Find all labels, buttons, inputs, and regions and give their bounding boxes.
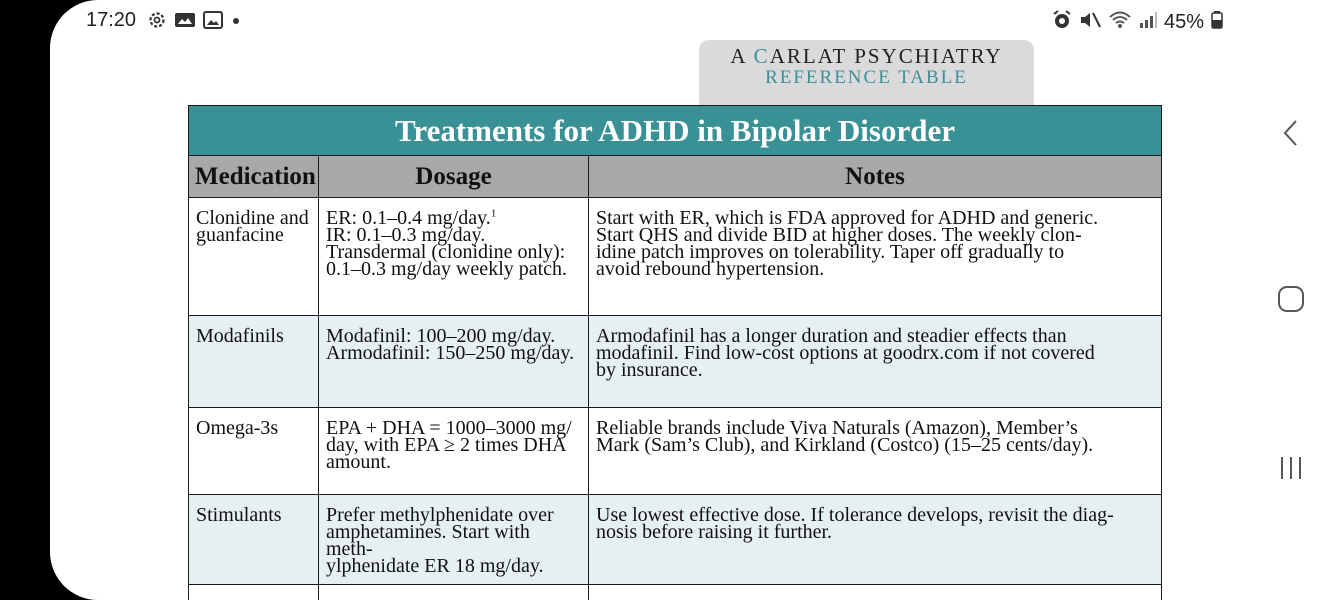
column-header-medication: Medication — [189, 156, 319, 198]
status-icons-right — [1052, 10, 1223, 35]
header-accent-letter: C — [753, 44, 770, 68]
medication-cell — [189, 585, 319, 600]
notes-cell: Reliable brands include Viva Naturals (Amazon), Member’s Mark (Sam’s Club), and Kirkland (Costco) (15–25 cents/day). — [589, 408, 1162, 495]
dosage-text-rest: IR: 0.1–0.3 mg/day. Transdermal (clonidine only): 0.1–0.3 mg/day weekly patch. — [326, 224, 568, 280]
notes-cell: Start with ER, which is FDA approved for ADHD and generic. Start QHS and divide BID at higher doses. The weekly clon- idine patch improves on tolerability. Taper off gradually to avoid rebound hypertension. — [589, 198, 1162, 316]
header-brand: ARLAT PSYCHIATRY — [769, 44, 1003, 68]
header-prefix: A — [730, 44, 754, 68]
status-time: 17:20 — [86, 9, 137, 31]
table-row — [189, 316, 1162, 408]
reference-header — [699, 40, 1034, 106]
alarm-icon — [1052, 10, 1072, 35]
recents-button[interactable] — [1269, 448, 1313, 492]
header-line1 — [699, 44, 1034, 69]
reference-table — [188, 105, 1162, 600]
home-icon — [1277, 285, 1305, 318]
table-row — [189, 585, 1162, 600]
dosage-cell: Modafinil: 100–200 mg/day. Armodafinil: 150–250 mg/day. — [319, 316, 589, 408]
wifi-icon — [1108, 10, 1132, 35]
medication-cell: Stimulants — [189, 495, 319, 585]
notes-cell — [589, 585, 1162, 600]
column-header-dosage: Dosage — [319, 156, 589, 198]
gallery-icon — [174, 11, 196, 34]
table-row — [189, 408, 1162, 495]
navigation-bar — [1249, 60, 1333, 600]
dosage-cell — [319, 585, 589, 600]
back-button[interactable] — [1269, 113, 1313, 157]
table-header-row — [189, 156, 1162, 198]
dosage-cell: Prefer methylphenidate over amphetamines. Start with meth- ylphenidate ER 18 mg/day. — [319, 495, 589, 585]
settings-icon — [147, 10, 167, 35]
treatment-table — [188, 155, 1162, 600]
recents-icon — [1278, 455, 1304, 486]
back-icon — [1281, 118, 1301, 153]
mute-icon — [1079, 10, 1101, 35]
notes-cell: Armodafinil has a longer duration and steadier effects than modafinil. Find low-cost options at goodrx.com if not covered by insurance. — [589, 316, 1162, 408]
footnote-marker: 1 — [490, 207, 497, 220]
status-icons-left — [147, 10, 242, 35]
dosage-cell — [319, 198, 589, 316]
medication-cell: Clonidine and guanfacine — [189, 198, 319, 316]
header-line2: REFERENCE TABLE — [765, 67, 968, 88]
battery-icon — [1211, 11, 1223, 34]
screen — [50, 0, 1333, 600]
medication-cell: Modafinils — [189, 316, 319, 408]
dosage-text: ER: 0.1–0.4 mg/day. — [326, 207, 491, 229]
battery-level: 45% — [1163, 11, 1204, 33]
image-icon — [203, 11, 223, 34]
signal-icon — [1139, 11, 1157, 34]
medication-cell: Omega-3s — [189, 408, 319, 495]
notes-cell: Use lowest effective dose. If tolerance develops, revisit the diag- nosis before raising it further. — [589, 495, 1162, 585]
dot-icon — [230, 11, 242, 34]
table-row — [189, 198, 1162, 316]
column-header-notes: Notes — [589, 156, 1162, 198]
home-button[interactable] — [1269, 279, 1313, 323]
table-title: Treatments for ADHD in Bipolar Disorder — [188, 105, 1162, 155]
table-row — [189, 495, 1162, 585]
dosage-cell: EPA + DHA = 1000–3000 mg/ day, with EPA ≥ 2 times DHA amount. — [319, 408, 589, 495]
status-bar — [50, 0, 1333, 42]
